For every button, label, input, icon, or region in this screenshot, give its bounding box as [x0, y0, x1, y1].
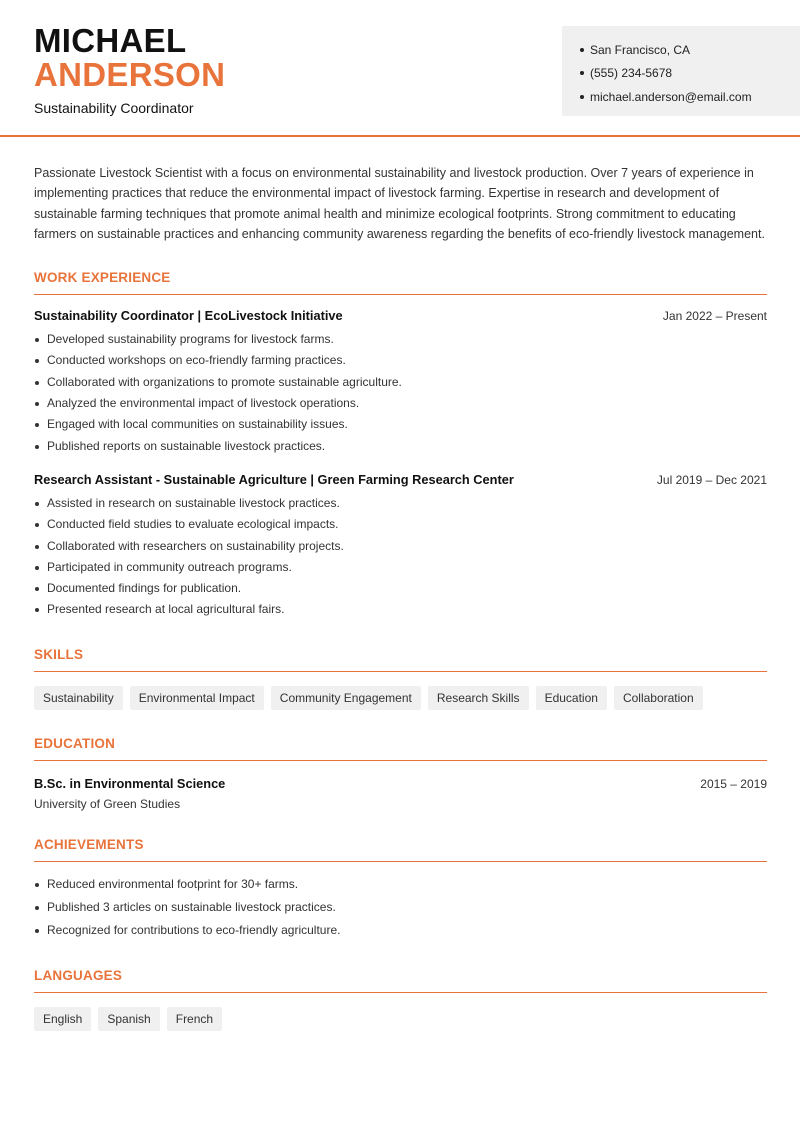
bullet-icon [580, 71, 584, 75]
job-role: Research Assistant - Sustainable Agriculture | Green Farming Research Center [34, 471, 514, 487]
language-tag: French [167, 1007, 222, 1031]
education-dates: 2015 – 2019 [700, 776, 767, 791]
contact-box [562, 26, 800, 116]
job-entry [34, 308, 767, 457]
job-dates: Jul 2019 – Dec 2021 [656, 472, 767, 487]
contact-location [580, 38, 800, 62]
list-item: Developed sustainability programs for livestock farms. [34, 329, 767, 350]
school: University of Green Studies [34, 796, 181, 811]
bullet-icon [580, 48, 584, 52]
list-item: Participated in community outreach programs. [34, 557, 767, 578]
list-item: Reduced environmental footprint for 30+ farms. [34, 873, 767, 896]
contact-email [580, 85, 800, 109]
first-name: MICHAEL [34, 22, 187, 59]
skills-list [34, 686, 767, 710]
list-item: Conducted workshops on eco-friendly farming practices. [34, 350, 767, 371]
contact-phone [580, 62, 800, 86]
list-item: Presented research at local agricultural fairs. [34, 599, 767, 620]
job-entry [34, 472, 767, 621]
email-text: michael.anderson@email.com [590, 89, 752, 104]
bullet-icon [580, 95, 584, 99]
job-title: Sustainability Coordinator [34, 100, 194, 116]
list-item: Conducted field studies to evaluate ecological impacts. [34, 514, 767, 535]
education-entry [34, 776, 767, 811]
list-item: Collaborated with researchers on sustainability projects. [34, 536, 767, 557]
list-item: Collaborated with organizations to promote sustainable agriculture. [34, 372, 767, 393]
skill-tag: Research Skills [428, 686, 529, 710]
location-text: San Francisco, CA [590, 42, 691, 57]
job-role: Sustainability Coordinator | EcoLivestock Initiative [34, 308, 343, 324]
job-bullets [34, 493, 767, 621]
list-item: Engaged with local communities on sustainability issues. [34, 414, 767, 435]
job-bullets [34, 329, 767, 457]
section-title-skills: SKILLS [34, 647, 767, 672]
languages-list [34, 1007, 767, 1031]
list-item: Analyzed the environmental impact of livestock operations. [34, 393, 767, 414]
list-item: Recognized for contributions to eco-friendly agriculture. [34, 919, 767, 942]
section-title-achievements: ACHIEVEMENTS [34, 837, 767, 862]
skill-tag: Education [536, 686, 607, 710]
summary: Passionate Livestock Scientist with a focus on environmental sustainability and livestock production. Over 7 years of experience in implementing practices that reduce the environmental impact of livestock farming. Expertise in research and development of sustainable farming techniques that promote animal health and minimize ecological footprints. Strong commitment to educating farmers on sustainable practices and enhancing community awareness regarding the benefits of eco-friendly livestock management. [34, 166, 765, 241]
phone-text: (555) 234-5678 [590, 66, 673, 81]
list-item: Assisted in research on sustainable livestock practices. [34, 493, 767, 514]
skill-tag: Sustainability [34, 686, 123, 710]
skill-tag: Environmental Impact [130, 686, 264, 710]
list-item: Published reports on sustainable livestock practices. [34, 436, 767, 457]
language-tag: English [34, 1007, 91, 1031]
resume-body [34, 163, 767, 1031]
degree: B.Sc. in Environmental Science [34, 775, 226, 791]
language-tag: Spanish [98, 1007, 159, 1031]
job-dates: Jan 2022 – Present [662, 309, 767, 324]
list-item: Published 3 articles on sustainable livestock practices. [34, 896, 767, 919]
skill-tag: Community Engagement [271, 686, 421, 710]
skill-tag: Collaboration [614, 686, 703, 710]
section-title-work: WORK EXPERIENCE [34, 270, 767, 295]
section-title-languages: LANGUAGES [34, 968, 767, 993]
last-name: ANDERSON [34, 56, 226, 93]
list-item: Documented findings for publication. [34, 578, 767, 599]
section-title-education: EDUCATION [34, 736, 767, 761]
resume-header [0, 0, 800, 137]
achievements-list [34, 873, 767, 942]
